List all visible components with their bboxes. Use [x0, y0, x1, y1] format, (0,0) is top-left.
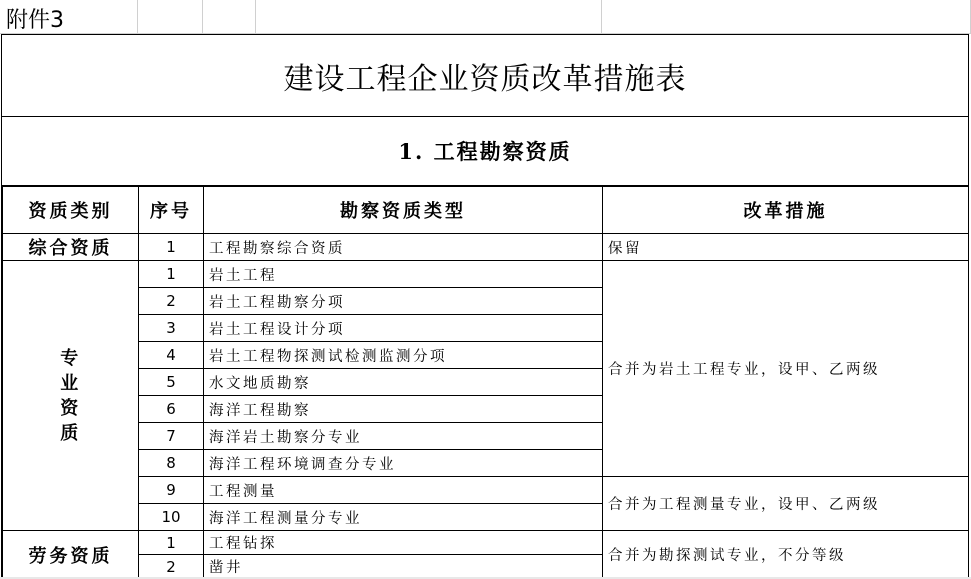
- qualification-type[interactable]: 海洋工程环境调查分专业: [204, 450, 603, 477]
- qualification-type[interactable]: 工程钻探: [204, 531, 603, 555]
- reform-measure[interactable]: 合并为岩土工程专业，设甲、乙两级: [603, 261, 969, 477]
- reform-measure[interactable]: 保留: [603, 234, 969, 261]
- row-number[interactable]: 1: [139, 234, 204, 261]
- section-title-cell[interactable]: [2, 117, 968, 186]
- row-number[interactable]: 8: [139, 450, 204, 477]
- header-measure[interactable]: 改革措施: [603, 187, 969, 234]
- row-number[interactable]: 2: [139, 288, 204, 315]
- category-char: 质: [60, 422, 81, 444]
- qualification-type[interactable]: 海洋工程测量分专业: [204, 504, 603, 531]
- annex-label: 附件3: [6, 8, 64, 33]
- row-number[interactable]: 5: [139, 369, 204, 396]
- reform-measure[interactable]: 合并为勘探测试专业，不分等级: [603, 531, 969, 579]
- category-char: 业: [60, 372, 81, 394]
- header-row: [3, 187, 969, 234]
- qualification-type[interactable]: 岩土工程物探测试检测监测分项: [204, 342, 603, 369]
- category-labor[interactable]: 劳务资质: [3, 531, 139, 579]
- page-title: 建设工程企业资质改革措施表: [283, 61, 687, 97]
- row-number[interactable]: 9: [139, 477, 204, 504]
- table-row: [3, 531, 969, 555]
- qualification-type[interactable]: 凿井: [204, 555, 603, 579]
- row-number[interactable]: 2: [139, 555, 204, 579]
- reform-measure[interactable]: 合并为工程测量专业，设甲、乙两级: [603, 477, 969, 531]
- row-number[interactable]: 4: [139, 342, 204, 369]
- header-number[interactable]: 序号: [139, 187, 204, 234]
- row-number[interactable]: 6: [139, 396, 204, 423]
- category-char: 专: [60, 347, 81, 369]
- cell-e1[interactable]: [602, 0, 971, 34]
- qualification-type[interactable]: 岩土工程: [204, 261, 603, 288]
- cell-c1[interactable]: [203, 0, 256, 34]
- row-number[interactable]: 7: [139, 423, 204, 450]
- qualification-type[interactable]: 工程测量: [204, 477, 603, 504]
- table-row: [3, 261, 969, 288]
- section-title: 1. 工程勘察资质: [398, 139, 572, 164]
- table-row: [3, 234, 969, 261]
- category-professional[interactable]: [3, 261, 139, 531]
- qualification-type[interactable]: 水文地质勘察: [204, 369, 603, 396]
- qualification-type[interactable]: 工程勘察综合资质: [204, 234, 603, 261]
- qualification-type[interactable]: 岩土工程勘察分项: [204, 288, 603, 315]
- row-number[interactable]: 10: [139, 504, 204, 531]
- header-type[interactable]: 勘察资质类型: [204, 187, 603, 234]
- table-row: [3, 477, 969, 504]
- cell-b1[interactable]: [138, 0, 203, 34]
- cell-d1[interactable]: [256, 0, 602, 34]
- qualification-type[interactable]: 海洋岩土勘察分专业: [204, 423, 603, 450]
- qualification-table: [2, 186, 969, 579]
- row-number[interactable]: 1: [139, 531, 204, 555]
- category-comprehensive[interactable]: 综合资质: [3, 234, 139, 261]
- header-category[interactable]: 资质类别: [3, 187, 139, 234]
- qualification-type[interactable]: 海洋工程勘察: [204, 396, 603, 423]
- qualification-type[interactable]: 岩土工程设计分项: [204, 315, 603, 342]
- title-cell[interactable]: [2, 35, 968, 117]
- row-number[interactable]: 3: [139, 315, 204, 342]
- row-number[interactable]: 1: [139, 261, 204, 288]
- category-char: 资: [60, 397, 81, 419]
